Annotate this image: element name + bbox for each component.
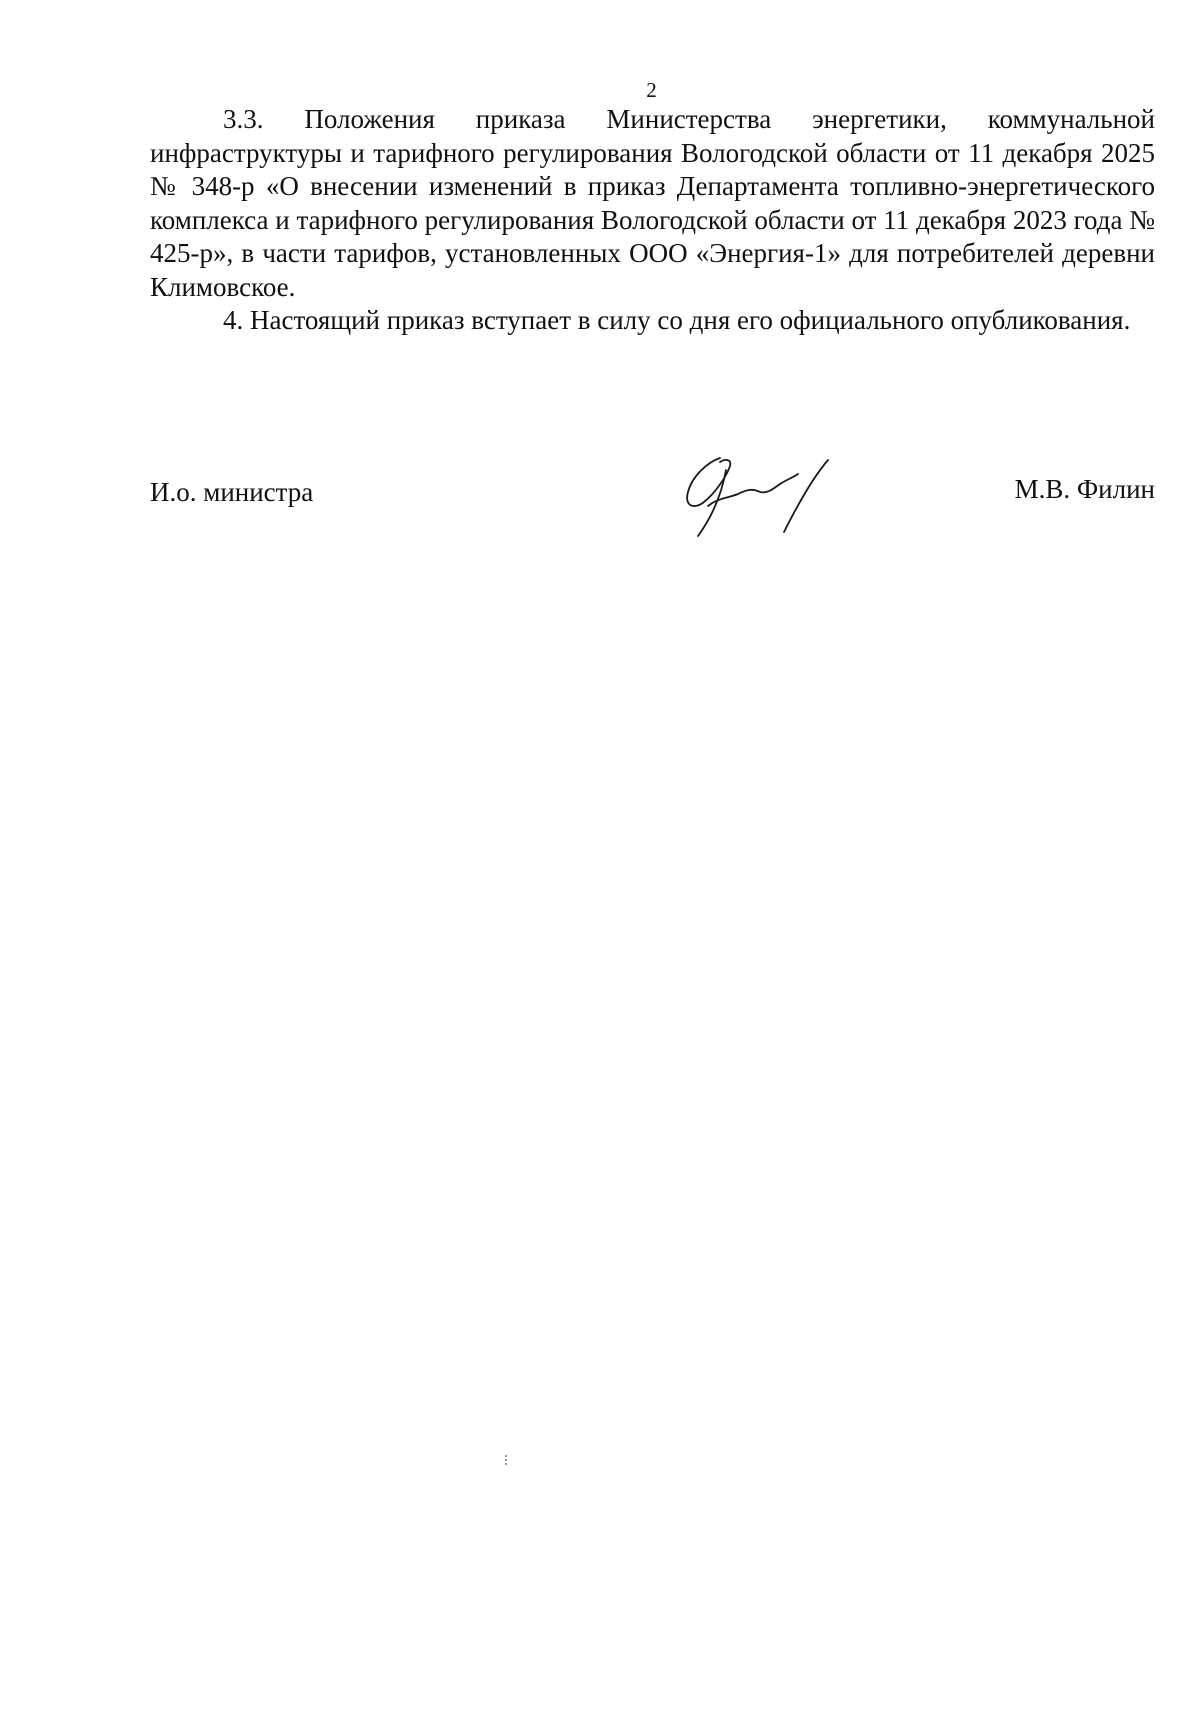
- paragraph-3-3: 3.3. Положения приказа Министерства энергетики, коммунальной инфраструктуры и тарифного регулирования Вологодской области от 11 декабря 2025 № 348-р «О внесении изменений в приказ Департамента топливно-энергетического комплекса и тарифного регулирования Вологодской области от 11 декабря 2023 года № 425-р», в части тарифов, установленных ООО «Энергия-1» для потребителей деревни Климовское.: [150, 104, 1155, 302]
- paragraph-4: 4. Настоящий приказ вступает в силу со дня его официального опубликования.: [223, 305, 1131, 335]
- signatory-name: М.В. Филин: [1014, 474, 1155, 504]
- handwritten-signature-icon: [668, 448, 848, 548]
- page-number: 2: [646, 78, 657, 102]
- scan-artifact-dot: [505, 1455, 509, 1465]
- signatory-role: И.о. министра: [150, 477, 314, 507]
- document-body: [150, 103, 1155, 338]
